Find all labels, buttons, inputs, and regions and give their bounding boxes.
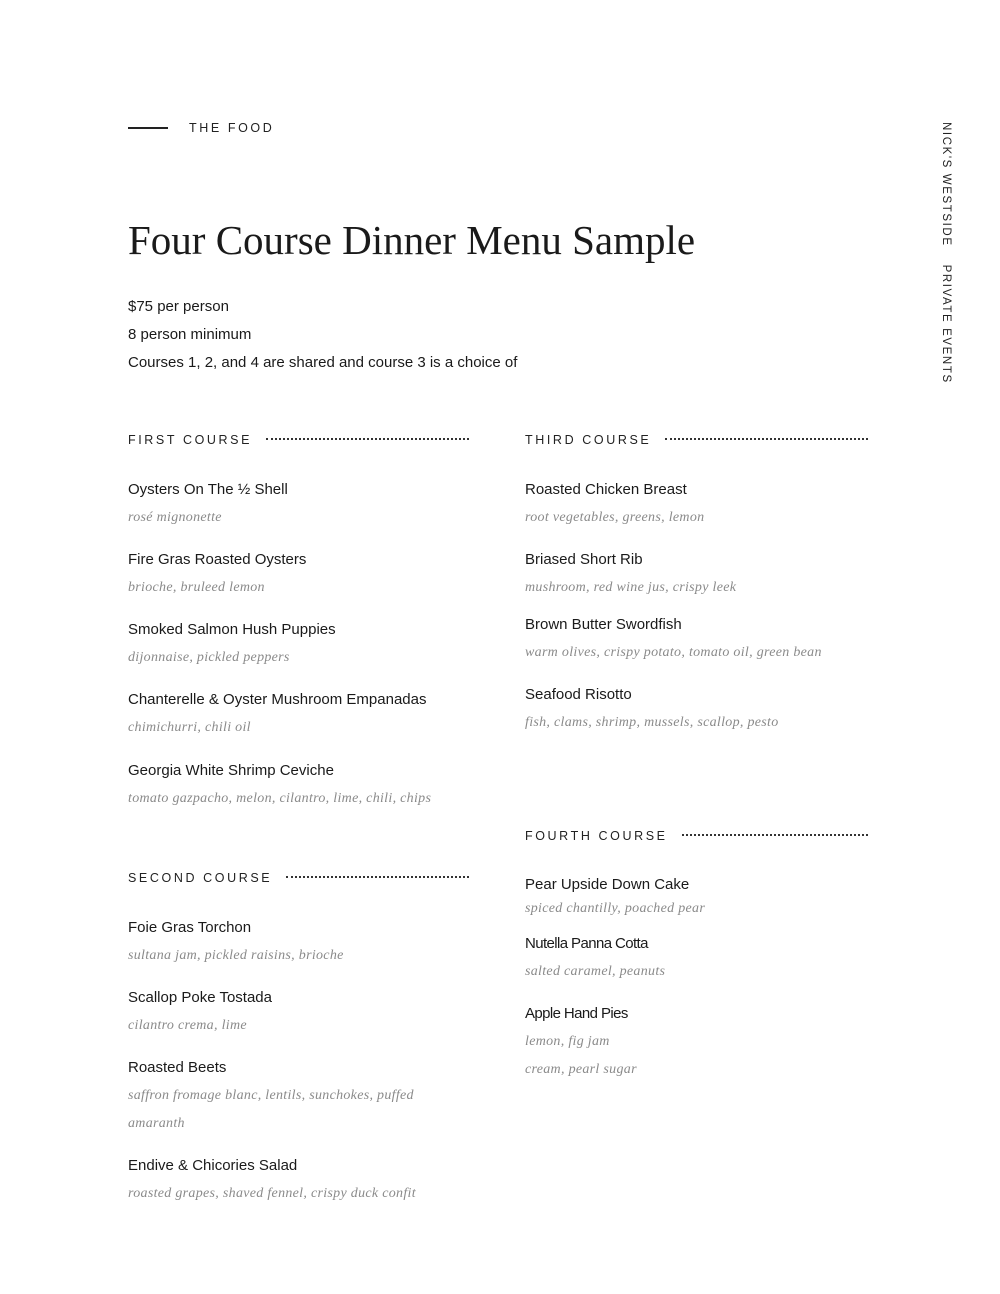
menu-item-desc: tomato gazpacho, melon, cilantro, lime, chili, chips xyxy=(128,791,432,806)
third-course-heading xyxy=(525,432,868,448)
menu-item-desc: salted caramel, peanuts xyxy=(525,964,666,979)
menu-item xyxy=(128,1059,488,1138)
menu-item xyxy=(128,481,488,532)
page-title: Four Course Dinner Menu Sample xyxy=(128,217,696,263)
eyebrow-rule xyxy=(128,127,168,129)
menu-item-name: Georgia White Shrimp Ceviche xyxy=(128,762,334,779)
intro-block xyxy=(128,293,517,377)
side-label-brand: NICK'S WESTSIDE xyxy=(940,122,952,247)
menu-item xyxy=(128,1157,488,1208)
second-course-heading xyxy=(128,870,469,886)
menu-item xyxy=(128,919,488,970)
menu-item-name: Chanterelle & Oyster Mushroom Empanadas xyxy=(128,691,427,708)
menu-item xyxy=(525,616,885,667)
dotted-rule xyxy=(682,834,868,836)
menu-item xyxy=(525,551,885,602)
first-course-heading xyxy=(128,432,469,448)
menu-item-desc: saffron fromage blanc, lentils, sunchokes, puffed amaranth xyxy=(128,1088,414,1131)
third-course-label: THIRD COURSE xyxy=(525,433,652,447)
menu-item xyxy=(525,876,885,923)
menu-item-name: Briased Short Rib xyxy=(525,551,643,568)
menu-item-name: Fire Gras Roasted Oysters xyxy=(128,551,307,568)
section-eyebrow: THE FOOD xyxy=(189,121,275,135)
menu-item-name: Roasted Chicken Breast xyxy=(525,481,687,498)
menu-item xyxy=(525,1005,885,1084)
menu-item xyxy=(128,691,488,742)
menu-item xyxy=(128,551,488,602)
menu-item-desc: rosé mignonette xyxy=(128,510,222,525)
menu-item-name: Roasted Beets xyxy=(128,1059,227,1076)
course-note-line: Courses 1, 2, and 4 are shared and course 3 is a choice of xyxy=(128,354,518,371)
dotted-rule xyxy=(665,438,868,440)
menu-item-desc: brioche, bruleed lemon xyxy=(128,580,265,595)
menu-item-desc: sultana jam, pickled raisins, brioche xyxy=(128,948,344,963)
menu-item-name: Scallop Poke Tostada xyxy=(128,989,272,1006)
menu-item xyxy=(128,621,488,672)
menu-item-desc: warm olives, crispy potato, tomato oil, green bean xyxy=(525,645,822,660)
side-label xyxy=(940,122,952,384)
menu-item-desc: roasted grapes, shaved fennel, crispy duck confit xyxy=(128,1186,416,1201)
dotted-rule xyxy=(286,876,469,878)
fourth-course-heading xyxy=(525,828,868,844)
first-course-label: FIRST COURSE xyxy=(128,433,253,447)
fourth-course-label: FOURTH COURSE xyxy=(525,829,668,843)
menu-item-desc: root vegetables, greens, lemon xyxy=(525,510,705,525)
menu-item-name: Oysters On The ½ Shell xyxy=(128,481,288,498)
menu-item-name: Apple Hand Pies xyxy=(525,1005,628,1022)
menu-item-name: Brown Butter Swordfish xyxy=(525,616,682,633)
price-line: $75 per person xyxy=(128,298,229,315)
dotted-rule xyxy=(266,438,469,440)
menu-item xyxy=(525,935,885,986)
menu-item-desc: spiced chantilly, poached pear xyxy=(525,901,706,916)
menu-item-name: Nutella Panna Cotta xyxy=(525,935,648,952)
menu-item-desc: mushroom, red wine jus, crispy leek xyxy=(525,580,737,595)
menu-item-desc: dijonnaise, pickled peppers xyxy=(128,650,290,665)
menu-item-desc: lemon, fig jam xyxy=(525,1034,610,1049)
menu-item-name: Endive & Chicories Salad xyxy=(128,1157,298,1174)
side-label-section: PRIVATE EVENTS xyxy=(940,264,952,384)
menu-item-desc: cilantro crema, lime xyxy=(128,1018,247,1033)
menu-item xyxy=(525,481,885,532)
second-course-label: SECOND COURSE xyxy=(128,871,273,885)
menu-item xyxy=(128,989,488,1040)
menu-item xyxy=(128,762,488,813)
menu-item-name: Pear Upside Down Cake xyxy=(525,876,690,893)
menu-item-desc: fish, clams, shrimp, mussels, scallop, pesto xyxy=(525,715,779,730)
menu-item-name: Seafood Risotto xyxy=(525,686,632,703)
menu-item-desc: chimichurri, chili oil xyxy=(128,720,251,735)
menu-item-desc-extra: cream, pearl sugar xyxy=(525,1062,637,1077)
menu-item-name: Smoked Salmon Hush Puppies xyxy=(128,621,336,638)
menu-item-name: Foie Gras Torchon xyxy=(128,919,252,936)
menu-item xyxy=(525,686,885,737)
minimum-line: 8 person minimum xyxy=(128,326,252,343)
